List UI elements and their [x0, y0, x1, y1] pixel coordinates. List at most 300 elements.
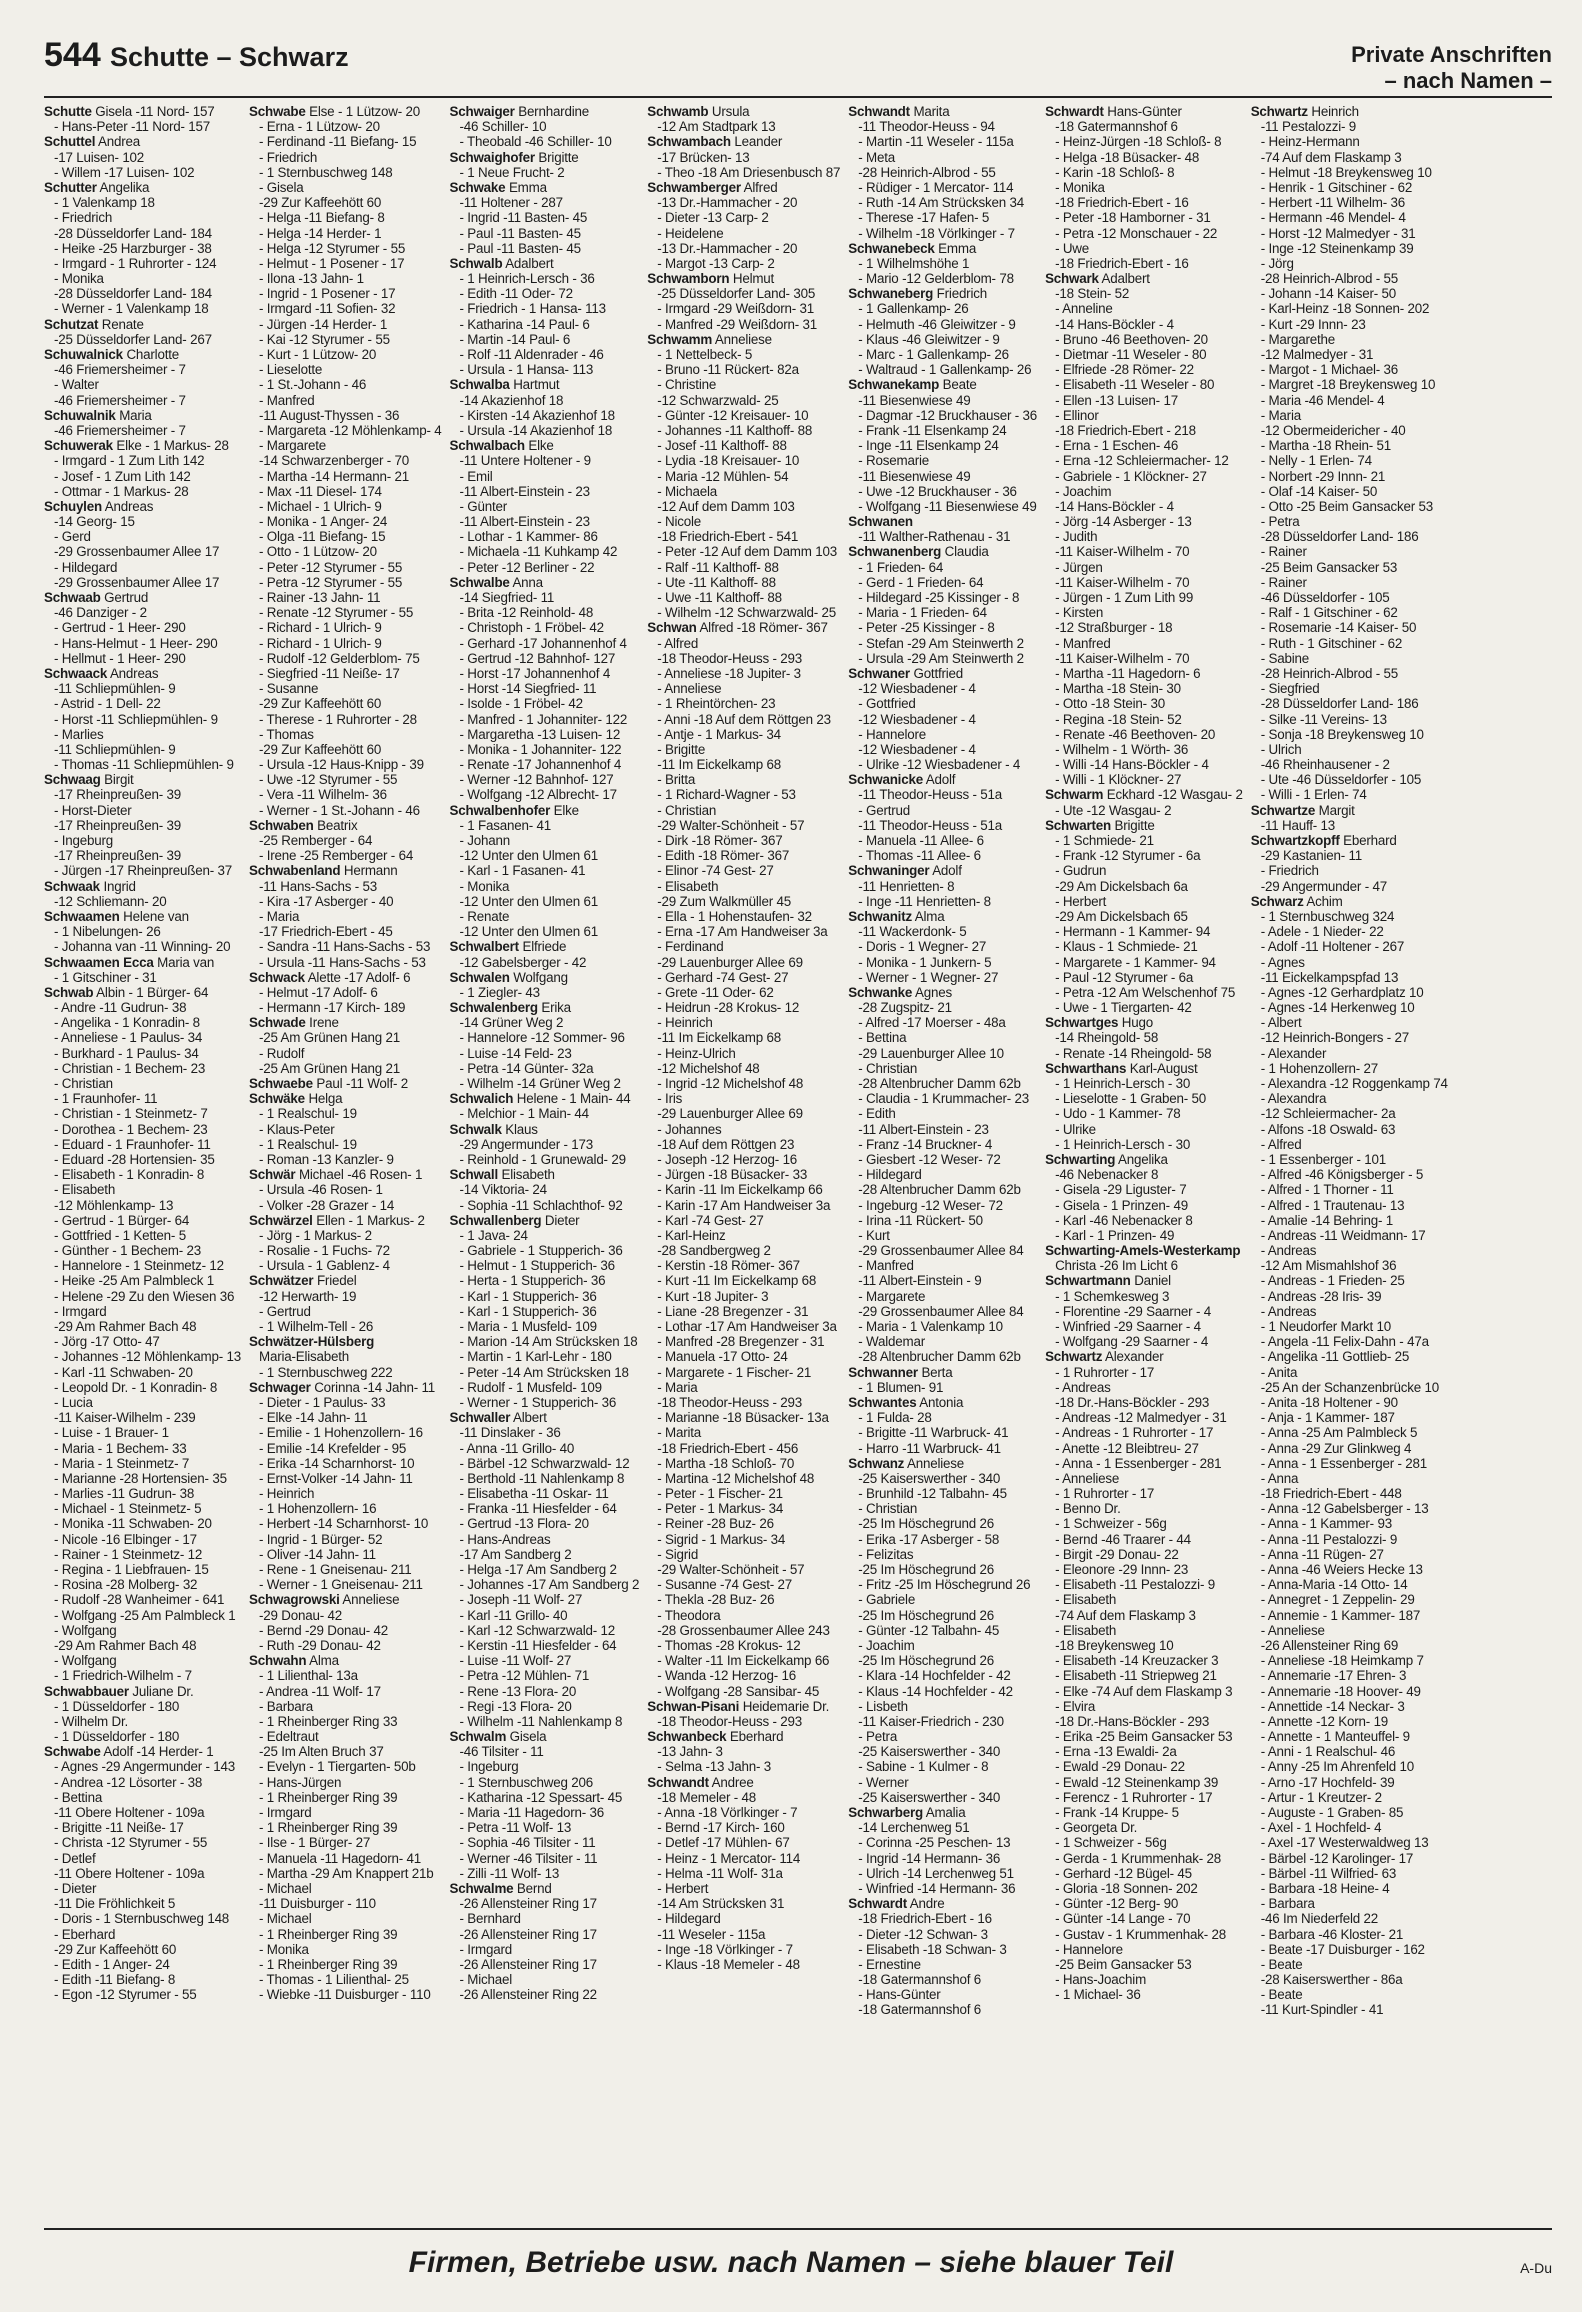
- directory-entry: [1045, 924, 1243, 939]
- directory-entry: [1251, 1501, 1448, 1516]
- entry-text: - 1 St.-Johann - 46: [259, 377, 367, 393]
- surname-heading: Schwantes: [848, 1394, 917, 1410]
- directory-entry: [848, 1987, 1037, 2002]
- directory-entry: [249, 696, 442, 711]
- directory-entry: [44, 1866, 241, 1881]
- directory-entry: [1251, 1577, 1448, 1592]
- entry-text: - Margarethe: [1260, 331, 1335, 347]
- directory-entry: [450, 1957, 640, 1972]
- directory-entry: [1045, 590, 1243, 605]
- entry-text: - Thomas: [259, 726, 314, 742]
- entry-text: - Christoph - 1 Fröbel- 42: [459, 620, 604, 636]
- directory-entry: [1251, 1608, 1448, 1623]
- surname-heading: Schwabenland: [249, 863, 341, 879]
- directory-entry: [1045, 484, 1243, 499]
- entry-text: - Antje - 1 Markus- 34: [657, 726, 781, 742]
- directory-entry: [848, 165, 1037, 180]
- surname-heading: Schwaab: [44, 590, 101, 605]
- directory-entry: [1251, 712, 1448, 727]
- entry-text: -29 Lauenburger Allee 69: [657, 954, 803, 970]
- directory-column: [647, 104, 840, 2210]
- entry-text: - Nicole -16 Elbinger - 17: [54, 1531, 197, 1547]
- entry-text: -25 Im Höschegrund 26: [858, 1562, 995, 1577]
- directory-entry: [249, 1942, 442, 1957]
- entry-text: - Willem -17 Luisen- 102: [54, 164, 195, 180]
- entry-text: -11 Pestalozzi- 9: [1260, 119, 1357, 135]
- directory-entry: [848, 879, 1037, 894]
- directory-entry: [1045, 909, 1243, 924]
- entry-text: -28 Düsseldorfer Land- 186: [1260, 696, 1419, 712]
- directory-entry: [1251, 1623, 1448, 1638]
- directory-entry: [647, 1486, 840, 1501]
- directory-entry: [44, 696, 241, 711]
- directory-entry: [450, 1000, 640, 1015]
- directory-entry: [249, 453, 442, 468]
- directory-entry: [1251, 1410, 1448, 1425]
- entry-text: - Adele - 1 Nieder- 22: [1260, 924, 1384, 940]
- directory-entry: [44, 1167, 241, 1182]
- directory-entry: [249, 1759, 442, 1774]
- directory-entry: [1251, 1334, 1448, 1349]
- directory-entry: [249, 1000, 442, 1015]
- directory-entry: [647, 1516, 840, 1531]
- directory-entry: [1045, 1972, 1243, 1987]
- directory-entry: [647, 1228, 840, 1243]
- surname-heading: Schwamborn: [647, 271, 730, 287]
- entry-text: - Agnes -29 Angermunder - 143: [54, 1759, 236, 1775]
- entry-text: - Marlies: [54, 726, 104, 742]
- directory-entry: [848, 332, 1037, 347]
- entry-text: -17 Friedrich-Ebert - 45: [259, 924, 393, 940]
- entry-text: - 1 Lilienthal- 13a: [259, 1668, 358, 1684]
- directory-entry: [1045, 970, 1243, 985]
- directory-entry: [647, 438, 840, 453]
- directory-entry: [44, 1699, 241, 1714]
- directory-entry: [1045, 848, 1243, 863]
- entry-text: - Kerstin -11 Hiesfelder - 64: [459, 1637, 617, 1653]
- directory-entry: [647, 271, 840, 286]
- directory-entry: [249, 1471, 442, 1486]
- entry-text: - Dorothea - 1 Bechem- 23: [54, 1121, 208, 1137]
- entry-text: - Anna -25 Am Palmbleck 5: [1260, 1425, 1418, 1441]
- directory-entry: [1251, 1152, 1448, 1167]
- entry-text: - Gabriele: [858, 1592, 916, 1608]
- surname-heading: Schwanenberg: [848, 544, 942, 560]
- directory-entry: [249, 1441, 442, 1456]
- directory-entry: [647, 1744, 840, 1759]
- surname-heading: Schuttel: [44, 134, 96, 150]
- entry-text: -18 Friedrich-Ebert - 456: [657, 1440, 799, 1456]
- directory-entry: [44, 1684, 241, 1699]
- entry-text: - Thomas - 1 Lilienthal- 25: [259, 1972, 409, 1988]
- entry-text: - Herbert: [1055, 893, 1107, 909]
- entry-text: -46 Schiller- 10: [459, 119, 547, 135]
- entry-text: - Anneliese -18 Heimkamp 7: [1260, 1653, 1424, 1669]
- directory-entry: [1251, 1198, 1448, 1213]
- directory-entry: [1045, 757, 1243, 772]
- entry-text: - Ferencz - 1 Ruhrorter - 17: [1055, 1789, 1213, 1805]
- directory-entry: [44, 1532, 241, 1547]
- directory-entry: [1251, 1395, 1448, 1410]
- directory-entry: [1251, 1076, 1448, 1091]
- entry-text: - Inge -11 Henrietten- 8: [858, 893, 991, 909]
- entry-text: - 1 Schmiede- 21: [1055, 833, 1154, 848]
- surname-heading: Schwalbert: [449, 939, 519, 955]
- entry-text: - Renate -46 Beethoven- 20: [1055, 726, 1216, 742]
- entry-text: - Manfred - 1 Johanniter- 122: [459, 711, 628, 727]
- directory-entry: [848, 1851, 1037, 1866]
- directory-entry: [1045, 1562, 1243, 1577]
- entry-text: - Karl - 1 Prinzen- 49: [1055, 1227, 1175, 1243]
- entry-text: -46 Im Niederfeld 22: [1260, 1911, 1379, 1927]
- directory-entry: [450, 453, 640, 468]
- directory-entry: [848, 620, 1037, 635]
- directory-entry: [1251, 1835, 1448, 1850]
- entry-text: - Bruno -11 Rückert- 82a: [657, 362, 799, 378]
- directory-entry: [44, 134, 241, 149]
- entry-text: - Anna -18 Vörlkinger - 7: [657, 1805, 798, 1820]
- entry-text: - Georgeta Dr.: [1055, 1820, 1138, 1836]
- entry-text: - Adolf -11 Holtener - 267: [1260, 939, 1405, 955]
- entry-text: - Thomas -11 Schliepmühlen- 9: [54, 757, 234, 773]
- entry-text: - 1 Sternbuschweg 324: [1260, 908, 1395, 924]
- entry-text: - Olaf -14 Kaiser- 50: [1260, 483, 1378, 499]
- directory-entry: [1045, 1441, 1243, 1456]
- directory-entry: [44, 1122, 241, 1137]
- directory-entry: [647, 1046, 840, 1061]
- entry-text: - Friedrich: [54, 210, 113, 226]
- directory-entry: [647, 651, 840, 666]
- directory-entry: [450, 727, 640, 742]
- directory-entry: [647, 119, 840, 134]
- entry-text: - Christian - 1 Steinmetz- 7: [54, 1106, 208, 1122]
- directory-entry: [848, 1152, 1037, 1167]
- entry-text: Brigitte: [1110, 817, 1155, 833]
- entry-text: - Franka -11 Hiesfelder - 64: [459, 1501, 617, 1517]
- entry-text: - Heidelene: [657, 225, 724, 241]
- entry-text: -25 Am Grünen Hang 21: [259, 1030, 400, 1046]
- directory-entry: [249, 1987, 442, 2002]
- directory-entry: [249, 1425, 442, 1440]
- directory-entry: [249, 301, 442, 316]
- directory-entry: [647, 180, 840, 195]
- entry-text: - Gertrud - 1 Heer- 290: [54, 620, 186, 636]
- directory-entry: [1045, 362, 1243, 377]
- entry-text: -17 Luisen- 102: [54, 149, 145, 165]
- directory-entry: [249, 1972, 442, 1987]
- directory-entry: [848, 818, 1037, 833]
- directory-entry: [1251, 955, 1448, 970]
- entry-text: - Auguste - 1 Graben- 85: [1260, 1805, 1404, 1820]
- directory-entry: [1251, 1927, 1448, 1942]
- entry-text: -25 Kaiserswerther - 340: [858, 1744, 1001, 1760]
- directory-entry: [1251, 1714, 1448, 1729]
- entry-text: - Maria: [1260, 407, 1301, 423]
- entry-text: - Kirsten: [1055, 605, 1104, 621]
- directory-entry: [44, 1091, 241, 1106]
- entry-text: - Anna - 1 Essenberger - 281: [1055, 1455, 1222, 1471]
- entry-text: - 1 Rheinberger Ring 33: [259, 1713, 398, 1729]
- directory-entry: [647, 1289, 840, 1304]
- entry-text: - Karl-Heinz -18 Sonnen- 202: [1260, 301, 1430, 317]
- directory-entry: [1045, 347, 1243, 362]
- directory-entry: [1045, 1000, 1243, 1015]
- entry-text: - Lydia -18 Kreisauer- 10: [657, 453, 800, 469]
- entry-text: Amalia: [922, 1805, 966, 1820]
- entry-text: - Rosemarie -14 Kaiser- 50: [1260, 620, 1417, 636]
- entry-text: -11 Biesenwiese 49: [858, 392, 971, 408]
- directory-entry: [450, 757, 640, 772]
- directory-entry: [450, 1987, 640, 2002]
- directory-entry: [44, 1775, 241, 1790]
- entry-text: - Elisabeth -11 Striepweg 21: [1055, 1668, 1217, 1684]
- entry-text: - Horst -14 Siegfried- 11: [459, 681, 597, 697]
- directory-entry: [1045, 150, 1243, 165]
- directory-entry: [450, 1623, 640, 1638]
- entry-text: -46 Friemersheimer - 7: [54, 362, 186, 378]
- directory-entry: [647, 1835, 840, 1850]
- entry-text: - Annemarie -17 Ehren- 3: [1260, 1668, 1407, 1684]
- surname-heading: Schwabe: [44, 1744, 101, 1760]
- entry-text: Birgit: [100, 772, 134, 788]
- entry-text: -11 Albert-Einstein - 23: [858, 1121, 989, 1137]
- surname-heading: Schwaneberg: [848, 286, 934, 302]
- entry-text: - Kurt -29 Innn- 23: [1260, 316, 1366, 332]
- directory-entry: [249, 1638, 442, 1653]
- entry-text: - Hildegard: [54, 559, 118, 575]
- entry-text: - Martha -11 Hagedorn- 6: [1055, 665, 1201, 681]
- directory-entry: [450, 909, 640, 924]
- directory-entry: [249, 1714, 442, 1729]
- directory-entry: [450, 165, 640, 180]
- entry-text: - Irene -25 Remberger - 64: [259, 848, 414, 864]
- directory-entry: [1251, 1258, 1448, 1273]
- directory-entry: [1251, 180, 1448, 195]
- surname-heading: Schwanekamp: [848, 377, 940, 393]
- entry-text: - Marianne -28 Hortensien- 35: [54, 1470, 227, 1486]
- directory-entry: [848, 1562, 1037, 1577]
- directory-entry: [1251, 1699, 1448, 1714]
- directory-entry: [450, 1714, 640, 1729]
- surname-heading: Schwamb: [647, 104, 709, 119]
- entry-text: - Herta - 1 Stupperich- 36: [459, 1273, 606, 1289]
- entry-text: - Ernestine: [858, 1956, 921, 1972]
- entry-text: Elke: [524, 438, 554, 454]
- entry-text: - Ferdinand: [657, 939, 724, 955]
- directory-entry: [848, 1608, 1037, 1623]
- directory-entry: [44, 848, 241, 863]
- surname-heading: Schwaack: [44, 665, 108, 681]
- entry-text: -29 Am Rahmer Bach 48: [54, 1319, 197, 1334]
- directory-entry: [647, 241, 840, 256]
- directory-entry: [249, 1137, 442, 1152]
- directory-entry: [249, 393, 442, 408]
- directory-entry: [848, 939, 1037, 954]
- entry-text: - Kirsten -14 Akazienhof 18: [459, 407, 615, 423]
- directory-entry: [249, 1380, 442, 1395]
- directory-entry: [848, 1486, 1037, 1501]
- directory-entry: [44, 651, 241, 666]
- entry-text: - Lieselotte: [259, 362, 323, 378]
- entry-text: - Friedrich: [259, 149, 318, 165]
- entry-text: - Anneliese - 1 Paulus- 34: [54, 1030, 203, 1046]
- entry-text: - Jürgen - 1 Zum Lith 99: [1055, 590, 1194, 605]
- entry-text: - Waltraud - 1 Gallenkamp- 26: [858, 362, 1032, 378]
- directory-entry: [249, 1699, 442, 1714]
- directory-entry: [848, 742, 1037, 757]
- entry-text: -18 Friedrich-Ebert - 16: [1055, 195, 1189, 211]
- directory-entry: [450, 651, 640, 666]
- directory-entry: [848, 286, 1037, 301]
- directory-entry: [44, 1425, 241, 1440]
- surname-heading: Schwätzer: [249, 1273, 314, 1289]
- entry-text: Dieter: [541, 1212, 580, 1228]
- entry-text: - Edith -11 Biefang- 8: [54, 1972, 176, 1988]
- entry-text: - Helga -18 Büsacker- 48: [1055, 149, 1200, 165]
- entry-text: - Uwe -12 Styrumer - 55: [259, 772, 398, 788]
- directory-entry: [1045, 727, 1243, 742]
- entry-text: - Gerda - 1 Krummenhak- 28: [1055, 1850, 1222, 1866]
- entry-text: - Silke -11 Vereins- 13: [1260, 711, 1387, 727]
- directory-entry: [44, 332, 241, 347]
- directory-entry: [1045, 1866, 1243, 1881]
- directory-entry: [848, 1547, 1037, 1562]
- directory-entry: [1251, 484, 1448, 499]
- entry-text: -11 Hans-Sachs - 53: [259, 878, 378, 894]
- entry-text: - Ilona -13 Jahn- 1: [259, 271, 364, 287]
- directory-entry: [249, 590, 442, 605]
- directory-entry: [1045, 119, 1243, 134]
- entry-text: - Christian: [858, 1060, 918, 1076]
- entry-text: -29 Lauenburger Allee 10: [858, 1045, 1004, 1061]
- entry-text: - Lisbeth: [858, 1698, 908, 1714]
- directory-entry: [1251, 1592, 1448, 1607]
- directory-entry: [1045, 271, 1243, 286]
- surname-heading: Schwager: [249, 1379, 311, 1395]
- entry-text: -29 Zum Walkmüller 45: [657, 893, 791, 909]
- entry-text: - Willi -14 Hans-Böckler - 4: [1055, 757, 1209, 773]
- directory-entry: [44, 1046, 241, 1061]
- directory-entry: [1045, 1471, 1243, 1486]
- directory-entry: [1251, 408, 1448, 423]
- directory-entry: [1251, 1759, 1448, 1774]
- entry-text: Bernd: [513, 1880, 552, 1896]
- entry-text: - Margret -18 Breykensweg 10: [1260, 377, 1436, 393]
- entry-text: - Wilhelm - 1 Wörth- 36: [1055, 741, 1189, 757]
- entry-text: -29 Am Dickelsbach 6a: [1055, 878, 1188, 894]
- entry-text: - Monika - 1 Johanniter- 122: [459, 741, 622, 757]
- entry-text: - Helga -17 Am Sandberg 2: [459, 1562, 617, 1577]
- entry-text: -12 Schwarzwald- 25: [657, 392, 779, 408]
- entry-text: - Andreas: [1260, 1303, 1317, 1319]
- directory-entry: [1045, 1456, 1243, 1471]
- directory-column: [249, 104, 442, 2210]
- surname-heading: Schwabe: [249, 104, 306, 119]
- directory-entry: [848, 1425, 1037, 1440]
- entry-text: - 1 Sternbuschweg 206: [459, 1774, 594, 1790]
- entry-text: - Amalie -14 Behring- 1: [1260, 1212, 1394, 1228]
- directory-entry: [1251, 1972, 1448, 1987]
- entry-text: - Winfried -29 Saarner - 4: [1055, 1319, 1201, 1334]
- entry-text: - Artur - 1 Kreutzer- 2: [1260, 1789, 1382, 1805]
- directory-entry: [848, 1046, 1037, 1061]
- entry-text: - Jörg -14 Asberger - 13: [1055, 514, 1192, 530]
- entry-text: Ingrid: [99, 878, 136, 894]
- entry-text: - Maria: [657, 1379, 698, 1395]
- entry-text: - Anna-Maria -14 Otto- 14: [1260, 1577, 1408, 1593]
- directory-entry: [1251, 970, 1448, 985]
- directory-entry: [249, 1456, 442, 1471]
- directory-entry: [848, 757, 1037, 772]
- surname-heading: Schwalk: [449, 1121, 502, 1137]
- directory-entry: [1045, 1182, 1243, 1197]
- entry-text: -11 Schliepmühlen- 9: [54, 681, 176, 697]
- directory-entry: [450, 317, 640, 332]
- directory-entry: [848, 1198, 1037, 1213]
- entry-text: - 1 Rheinberger Ring 39: [259, 1926, 398, 1942]
- entry-text: -11 Im Eickelkamp 68: [657, 757, 782, 773]
- entry-text: - Annette - 1 Manteuffel- 9: [1260, 1729, 1410, 1745]
- entry-text: - Michael - 1 Ulrich- 9: [259, 498, 382, 514]
- directory-entry: [44, 1805, 241, 1820]
- entry-text: -18 Friedrich-Ebert - 16: [1055, 255, 1189, 271]
- directory-entry: [848, 1729, 1037, 1744]
- entry-text: -18 Gatermannshof 6: [858, 1972, 982, 1988]
- entry-text: - Andreas: [1055, 1379, 1111, 1395]
- entry-text: - Christian: [54, 1076, 113, 1091]
- entry-text: -29 Donau- 42: [259, 1607, 343, 1623]
- entry-text: Renate: [98, 316, 144, 332]
- entry-text: - Manfred: [858, 1258, 914, 1274]
- directory-entry: [450, 1076, 640, 1091]
- directory-entry: [647, 1243, 840, 1258]
- directory-entry: [249, 818, 442, 833]
- directory-entry: [450, 1091, 640, 1106]
- entry-text: - Waldemar: [858, 1334, 925, 1350]
- entry-text: - Dieter - 1 Paulus- 33: [259, 1394, 386, 1410]
- entry-text: - 1 Schweizer - 56g: [1055, 1516, 1167, 1532]
- entry-text: - Michael - 1 Steinmetz- 5: [54, 1501, 202, 1517]
- entry-text: -29 Zur Kaffeehött 60: [259, 195, 382, 211]
- entry-text: - Angelika - 1 Konradin- 8: [54, 1015, 200, 1031]
- directory-entry: [647, 1182, 840, 1197]
- entry-text: - Ottmar - 1 Markus- 28: [54, 483, 189, 499]
- directory-entry: [848, 1213, 1037, 1228]
- directory-entry: [1045, 985, 1243, 1000]
- directory-entry: [848, 408, 1037, 423]
- directory-entry: [848, 712, 1037, 727]
- entry-text: - Marita: [657, 1425, 702, 1441]
- entry-text: Gottfried: [909, 665, 964, 681]
- entry-text: - 1 Düsseldorfer - 180: [54, 1698, 180, 1714]
- directory-entry: [249, 620, 442, 635]
- directory-entry: [249, 1668, 442, 1683]
- entry-text: -17 Rheinpreußen- 39: [54, 787, 182, 803]
- entry-text: - Karl - 1 Stupperich- 36: [459, 1288, 597, 1304]
- entry-text: - Uwe - 1 Tiergarten- 42: [1055, 1000, 1192, 1016]
- entry-text: - 1 Ziegler- 43: [459, 984, 540, 1000]
- directory-entry: [848, 955, 1037, 970]
- entry-text: -11 Weseler - 115a: [657, 1926, 766, 1942]
- entry-text: -11 Untere Holtener - 9: [459, 453, 591, 469]
- entry-text: - Martha -18 Stein- 30: [1055, 681, 1181, 697]
- entry-text: - Emilie - 1 Hohenzollern- 16: [259, 1425, 423, 1441]
- section-title-line-1: Private Anschriften: [1351, 42, 1552, 67]
- directory-entry: [44, 1273, 241, 1288]
- directory-entry: [848, 1684, 1037, 1699]
- directory-entry: [848, 499, 1037, 514]
- entry-text: Helmut: [729, 271, 775, 287]
